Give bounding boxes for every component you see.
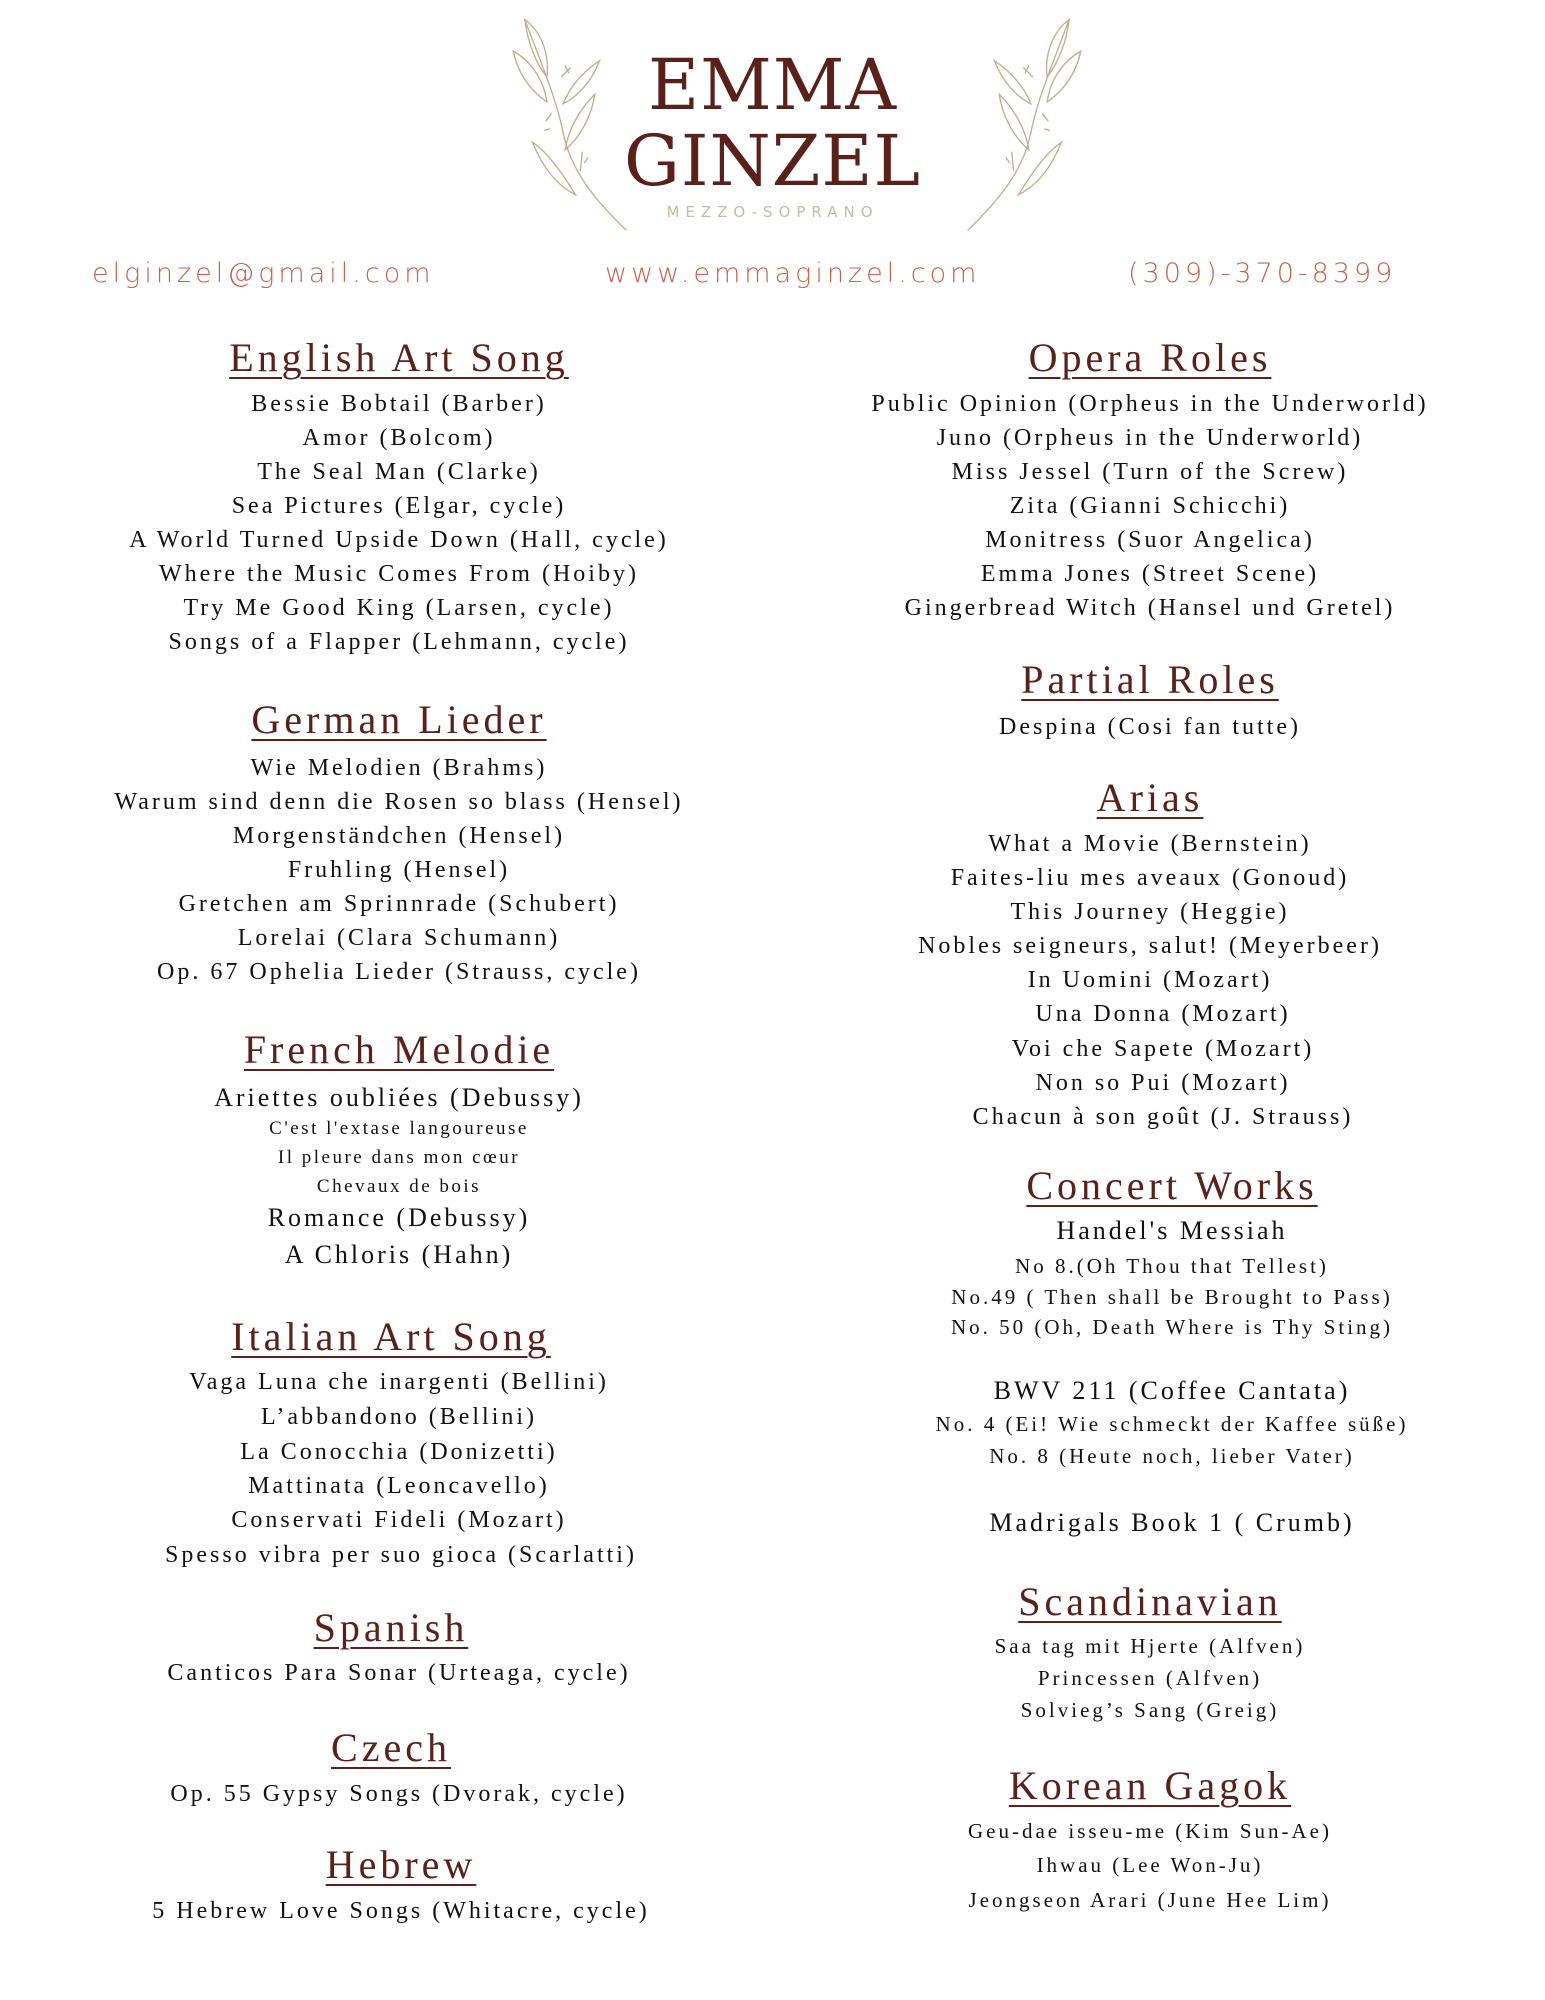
work-title: Madrigals Book 1 ( Crumb) [989,1508,1355,1537]
list-item: Warum sind denn die Rosen so blass (Hensel) [114,789,684,815]
list-subitem: C'est l'extase langoureuse [269,1118,529,1139]
list-item: Gretchen am Sprinnrade (Schubert) [178,891,620,917]
contact-email[interactable]: elginzel@gmail.com [92,258,435,289]
list-item: Chacun à son goût (J. Strauss) [972,1104,1354,1130]
list-item: Princessen (Alfven) [1037,1666,1263,1690]
list-item: Op. 67 Ophelia Lieder (Strauss, cycle) [157,959,641,985]
section-heading: Hebrew [325,1842,477,1887]
list-item: Miss Jessel (Turn of the Screw) [951,459,1349,485]
list-item: This Journey (Heggie) [1010,899,1290,925]
list-item: What a Movie (Bernstein) [988,831,1312,857]
list-item: Romance (Debussy) [267,1203,531,1232]
section-heading: Spanish [313,1605,469,1650]
section-heading: Czech [331,1725,451,1770]
list-item: Non so Pui (Mozart) [1035,1070,1291,1096]
list-item: Try Me Good King (Larsen, cycle) [183,595,615,621]
list-item: Faites-liu mes aveaux (Gonoud) [950,865,1350,891]
list-item: Wie Melodien (Brahms) [250,755,548,781]
list-item: Juno (Orpheus in the Underworld) [936,425,1364,451]
list-item: Geu-dae isseu-me (Kim Sun-Ae) [968,1819,1332,1843]
name-last: GINZEL [623,120,922,202]
section-heading: Opera Roles [1028,335,1272,380]
list-item: Solvieg’s Sang (Greig) [1020,1698,1280,1722]
list-item: Ihwau (Lee Won-Ju) [1036,1853,1264,1877]
list-subitem: No.49 ( Then shall be Brought to Pass) [951,1285,1393,1309]
list-item: Una Donna (Mozart) [1035,1001,1291,1027]
list-subitem: No. 4 (Ei! Wie schmeckt der Kaffee süße) [935,1412,1409,1436]
work-title: BWV 211 (Coffee Cantata) [993,1376,1351,1405]
section-heading: Concert Works [1026,1163,1318,1208]
list-item: Monitress (Suor Angelica) [985,527,1315,553]
voice-type: MEZZO-SOPRANO [666,203,879,221]
work-title: Handel's Messiah [1056,1216,1288,1245]
list-item: Voi che Sapete (Mozart) [1011,1036,1315,1062]
list-item: Gingerbread Witch (Hansel und Gretel) [904,595,1396,621]
list-item: Ariettes oubliées (Debussy) [214,1083,584,1112]
section-heading: Arias [1096,775,1204,820]
contact-website[interactable]: www.emmaginzel.com [605,258,981,289]
list-item: Songs of a Flapper (Lehmann, cycle) [168,629,630,655]
section-heading: Italian Art Song [231,1314,551,1359]
list-item: Morgenständchen (Hensel) [232,823,566,849]
list-item: Emma Jones (Street Scene) [980,561,1320,587]
list-subitem: No. 8 (Heute noch, lieber Vater) [989,1444,1355,1468]
list-item: Mattinata (Leoncavello) [248,1473,550,1499]
list-item: Fruhling (Hensel) [287,857,511,883]
list-item: Jeongseon Arari (June Hee Lim) [968,1888,1332,1912]
list-item: Sea Pictures (Elgar, cycle) [231,493,567,519]
list-item: A World Turned Upside Down (Hall, cycle) [129,527,669,553]
list-subitem: No. 50 (Oh, Death Where is Thy Sting) [950,1315,1394,1339]
section-heading: French Melodie [243,1027,555,1072]
list-item: Spesso vibra per suo gioca (Scarlatti) [165,1542,637,1568]
list-item: Where the Music Comes From (Hoiby) [159,561,639,587]
list-item: Lorelai (Clara Schumann) [237,925,561,951]
list-item: 5 Hebrew Love Songs (Whitacre, cycle) [152,1898,650,1924]
name-first: EMMA [648,44,897,126]
list-item: Public Opinion (Orpheus in the Underworld) [871,391,1429,417]
contact-phone[interactable]: (309)-370-8399 [1128,258,1397,289]
list-item: Vaga Luna che inargenti (Bellini) [189,1369,609,1395]
list-item: Conservati Fideli (Mozart) [231,1507,567,1533]
section-heading: Korean Gagok [1008,1763,1292,1808]
list-item: La Conocchia (Donizetti) [240,1439,558,1465]
section-heading: German Lieder [251,697,547,742]
list-item: Zita (Gianni Schicchi) [1009,493,1291,519]
list-item: Despina (Cosi fan tutte) [999,714,1301,740]
section-heading: Partial Roles [1021,657,1279,702]
list-subitem: Il pleure dans mon cœur [277,1147,521,1168]
list-item: L’abbandono (Bellini) [260,1404,538,1430]
list-item: Op. 55 Gypsy Songs (Dvorak, cycle) [170,1781,628,1807]
list-subitem: Chevaux de bois [316,1176,482,1197]
list-subitem: No 8.(Oh Thou that Tellest) [1015,1254,1329,1278]
section-heading: Scandinavian [1018,1579,1282,1624]
list-item: Saa tag mit Hjerte (Alfven) [994,1634,1306,1658]
list-item: In Uomini (Mozart) [1027,967,1273,993]
list-item: Canticos Para Sonar (Urteaga, cycle) [167,1660,631,1686]
section-heading: English Art Song [229,335,569,380]
list-item: Bessie Bobtail (Barber) [251,391,547,417]
list-item: Nobles seigneurs, salut! (Meyerbeer) [918,933,1382,959]
list-item: A Chloris (Hahn) [284,1240,514,1269]
list-item: The Seal Man (Clarke) [257,459,541,485]
list-item: Amor (Bolcom) [302,425,496,451]
